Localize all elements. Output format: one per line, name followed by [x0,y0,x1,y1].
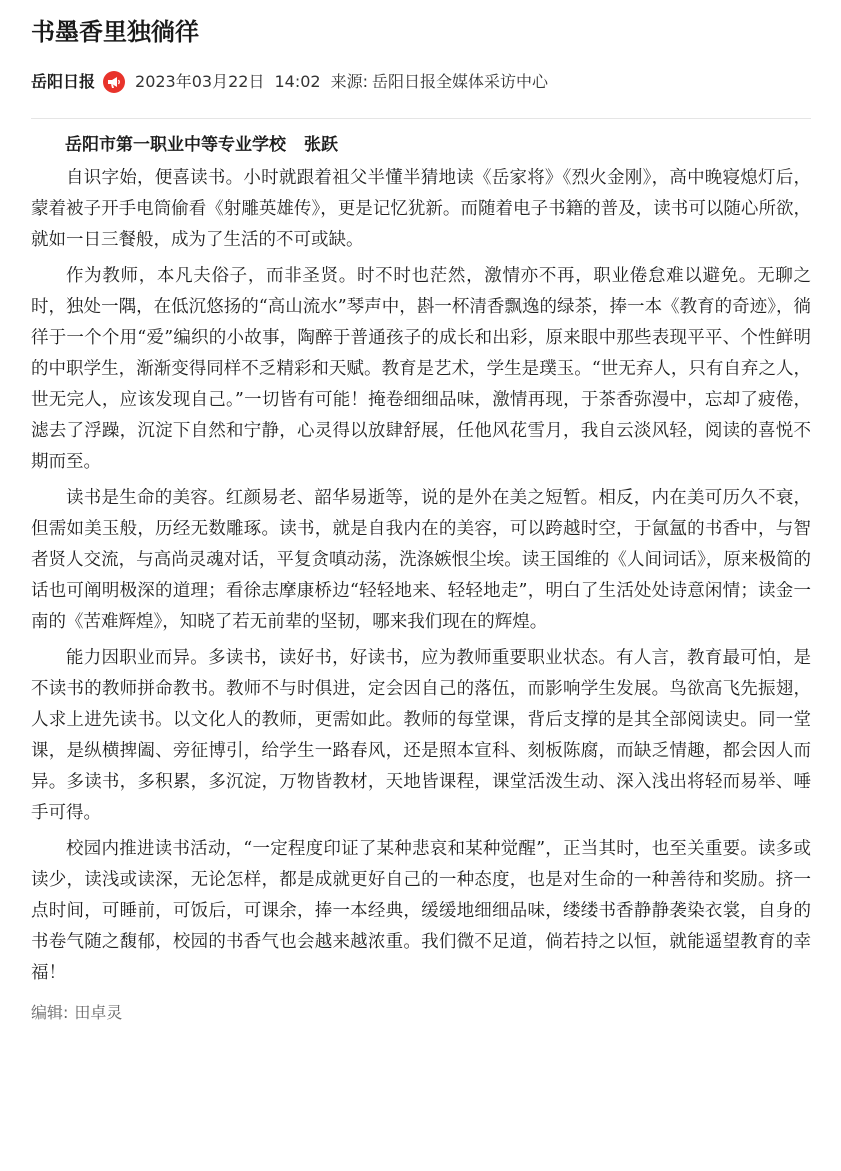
editor-label: 编辑: [31,1003,69,1022]
paragraph: 能力因职业而异。多读书，读好书，好读书，应为教师重要职业状态。有人言，教育最可怕，是不读书的教师拼命教书。教师不与时俱进，定会因自己的落伍，而影响学生发展。鸟欲高飞先振翅，人求上进先读书。以文化人的教师，更需如此。教师的每堂课，背后支撑的是其全部阅读史。同一堂课，是纵横捭阖、旁征博引，给学生一路春风，还是照本宣科、刻板陈腐，而缺乏情趣，都会因人而异。多读书，多积累，多沉淀，万物皆教材，天地皆课程，课堂活泼生动、深入浅出将轻而易举、唾手可得。 [31,648,811,823]
editor-line [31,1001,811,1025]
editor-name: 田卓灵 [74,1003,123,1022]
paragraph: 作为教师，本凡夫俗子，而非圣贤。时不时也茫然，激情亦不再，职业倦怠难以避免。无聊之时，独处一隅，在低沉悠扬的“高山流水”琴声中，斟一杯清香飘逸的绿茶，捧一本《教育的奇迹》，徜徉于一个个用“爱”编织的小故事，陶醉于普通孩子的成长和出彩，原来眼中那些表现平平、个性鲜明的中职学生，渐渐变得同样不乏精彩和天赋。教育是艺术，学生是璞玉。“世无弃人，只有自弃之人，世无完人，应该发现自己。”一切皆有可能！掩卷细细品味，激情再现，于茶香弥漫中，忘却了疲倦，滤去了浮躁，沉淀下自然和宁静，心灵得以放肆舒展，任他风花雪月，我自云淡风轻，阅读的喜悦不期而至。 [31,266,811,472]
author-line [65,133,811,157]
article-meta [31,70,811,94]
origin-value: 岳阳日报全媒体采访中心 [371,72,548,91]
paragraph: 校园内推进读书活动，“一定程度印证了某种悲哀和某种觉醒”，正当其时，也至关重要。读多或读少，读浅或读深，无论怎样，都是成就更好自己的一种态度，也是对生命的一种善待和奖励。挤一点时间，可睡前，可饭后，可课余，捧一本经典，缓缓地细细品味，缕缕书香静静袭染衣裳，自身的书卷气随之馥郁，校园的书香气也会越来越浓重。我们微不足道，倘若持之以恒，就能遥望教育的幸福！ [31,839,811,983]
origin-label: 来源: [330,72,368,91]
article-body [31,163,811,989]
paragraph: 自识字始，便喜读书。小时就跟着祖父半懂半猜地读《岳家将》《烈火金刚》，高中晚寝熄灯后，蒙着被子开手电筒偷看《射雕英雄传》，更是记忆犹新。而随着电子书籍的普及，读书可以随心所欲，就如一日三餐般，成为了生活的不可或缺。 [31,168,811,250]
divider [31,118,811,119]
publish-time: 14:02 [274,72,321,91]
article-title: 书墨香里独徜徉 [31,18,199,46]
author-school: 岳阳市第一职业中等专业学校 [65,135,286,155]
publish-date: 2023年03月22日 [135,72,265,91]
megaphone-icon[interactable] [103,71,125,93]
author-name: 张跃 [304,135,338,155]
source-name[interactable]: 岳阳日报 [31,72,96,91]
paragraph: 读书是生命的美容。红颜易老、韶华易逝等，说的是外在美之短暂。相反，内在美可历久不衰，但需如美玉般，历经无数雕琢。读书，就是自我内在的美容，可以跨越时空，于氤氲的书香中，与智者贤人交流，与高尚灵魂对话，平复贪嗔动荡，洗涤嫉恨尘埃。读王国维的《人间词话》，原来极简的话也可阐明极深的道理；看徐志摩康桥边“轻轻地来、轻轻地走”，明白了生活处处诗意闲情；读金一南的《苦难辉煌》，知晓了若无前辈的坚韧，哪来我们现在的辉煌。 [31,488,811,632]
